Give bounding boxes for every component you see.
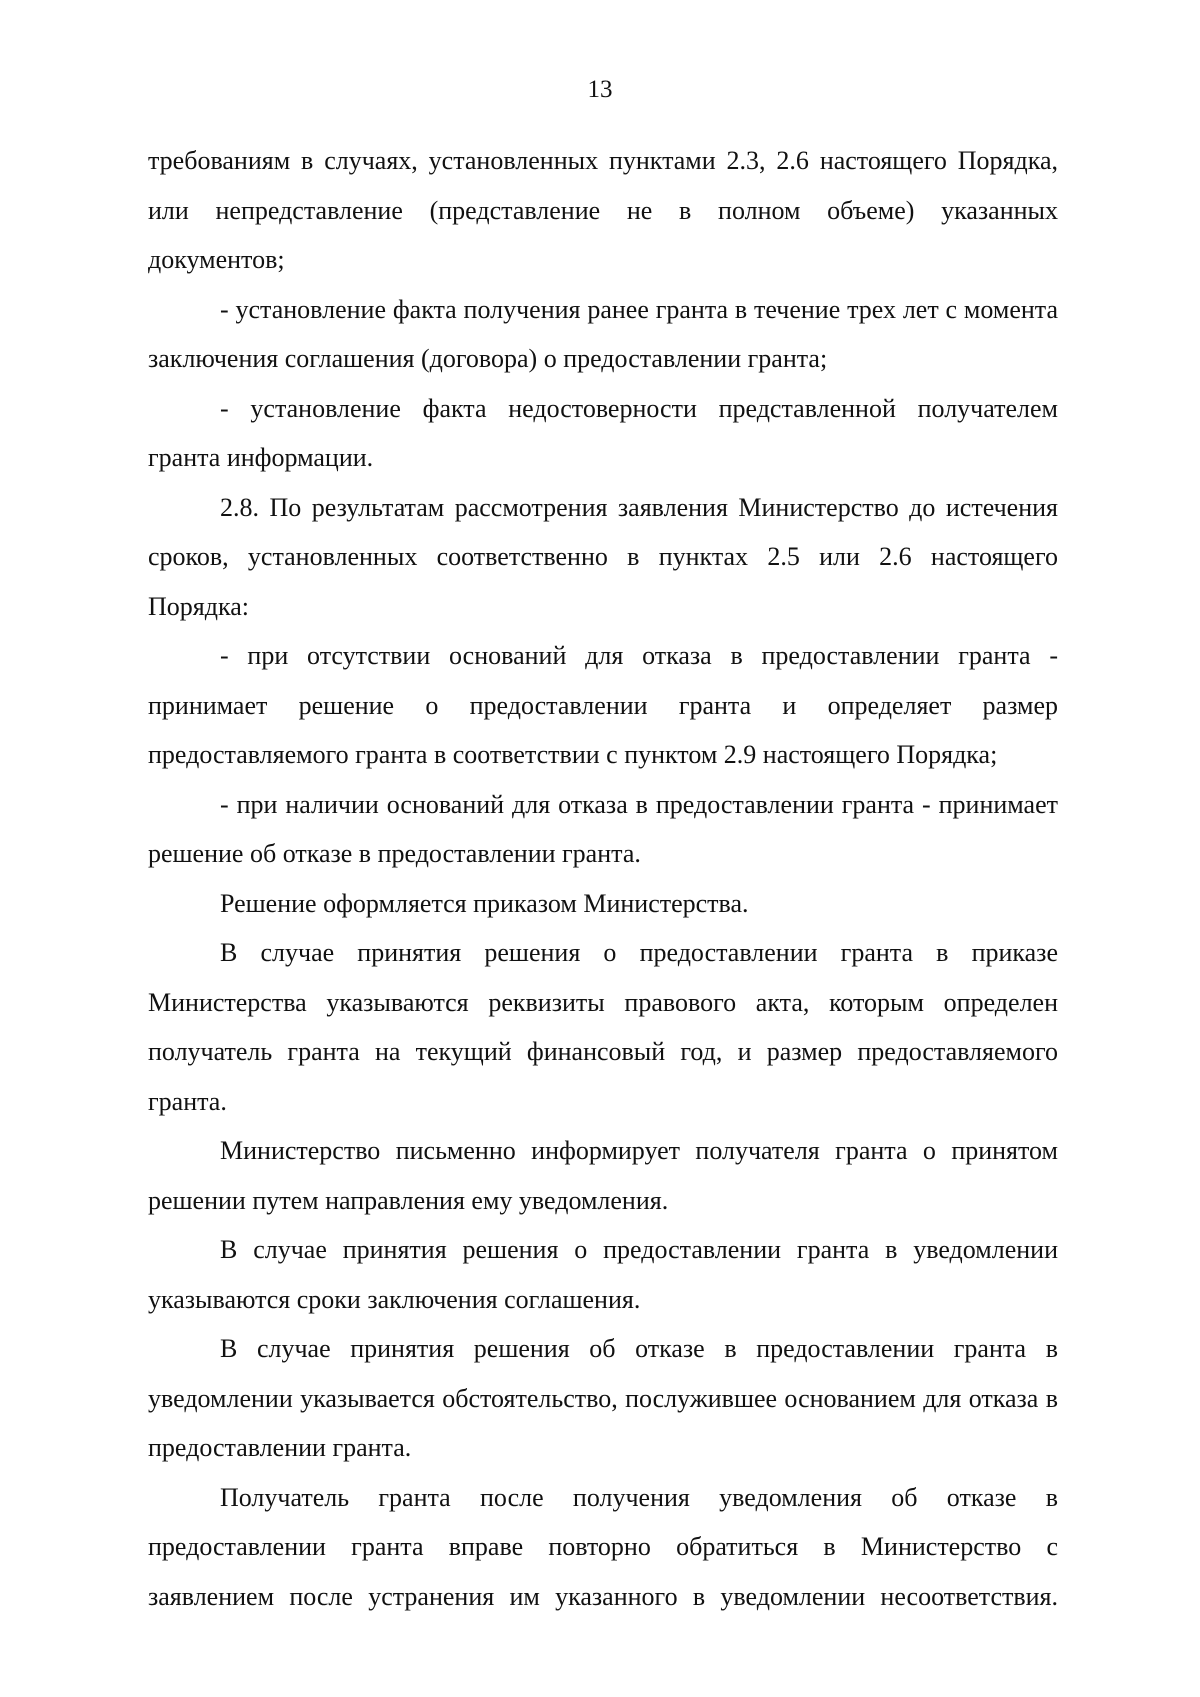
document-body <box>148 136 1058 1621</box>
paragraph-decision-order: Решение оформляется приказом Министерства. <box>220 888 749 918</box>
page-number: 13 <box>587 76 613 103</box>
paragraph-order-details: В случае принятия решения о предоставлении гранта в приказе Министерства указываются реквизиты правового акта, которым определен получатель гранта на текущий финансовый год, и размер предоставляемого гранта. <box>148 938 1058 1116</box>
list-item-grounds-for-refusal: - при наличии оснований для отказа в предоставлении гранта - принимает решение об отказе в предоставлении гранта. <box>148 789 1058 868</box>
paragraph-reapplication: Получатель гранта после получения уведомления об отказе в предоставлении гранта вправе повторно обратиться в Министерство с заявлением после устранения им указанного в уведомлении несоответствия. <box>148 1482 1058 1611</box>
list-item-false-information: - установление факта недостоверности представленной получателем гранта информации. <box>148 393 1058 472</box>
paragraph-continuation: требованиям в случаях, установленных пунктами 2.3, 2.6 настоящего Порядка, или непредставление (представление не в полном объеме) указанных документов; <box>148 146 1058 274</box>
paragraph-notification: Министерство письменно информирует получателя гранта о принятом решении путем направления ему уведомления. <box>148 1136 1058 1215</box>
paragraph-refusal-notification: В случае принятия решения об отказе в предоставлении гранта в уведомлении указывается обстоятельство, послужившее основанием для отказа в предоставлении гранта. <box>148 1334 1058 1462</box>
list-item-no-grounds: - при отсутствии оснований для отказа в предоставлении гранта - принимает решение о предоставлении гранта и определяет размер предоставляемого гранта в соответствии с пунктом 2.9 настоящего Порядка; <box>148 641 1058 769</box>
paragraph-notification-terms: В случае принятия решения о предоставлении гранта в уведомлении указываются сроки заключения соглашения. <box>148 1235 1058 1314</box>
list-item-prior-grant: - установление факта получения ранее гранта в течение трех лет с момента заключения соглашения (договора) о предоставлении гранта; <box>148 294 1058 373</box>
clause-2-8: 2.8. По результатам рассмотрения заявления Министерство до истечения сроков, установленных соответственно в пунктах 2.5 или 2.6 настоящего Порядка: <box>148 492 1058 621</box>
